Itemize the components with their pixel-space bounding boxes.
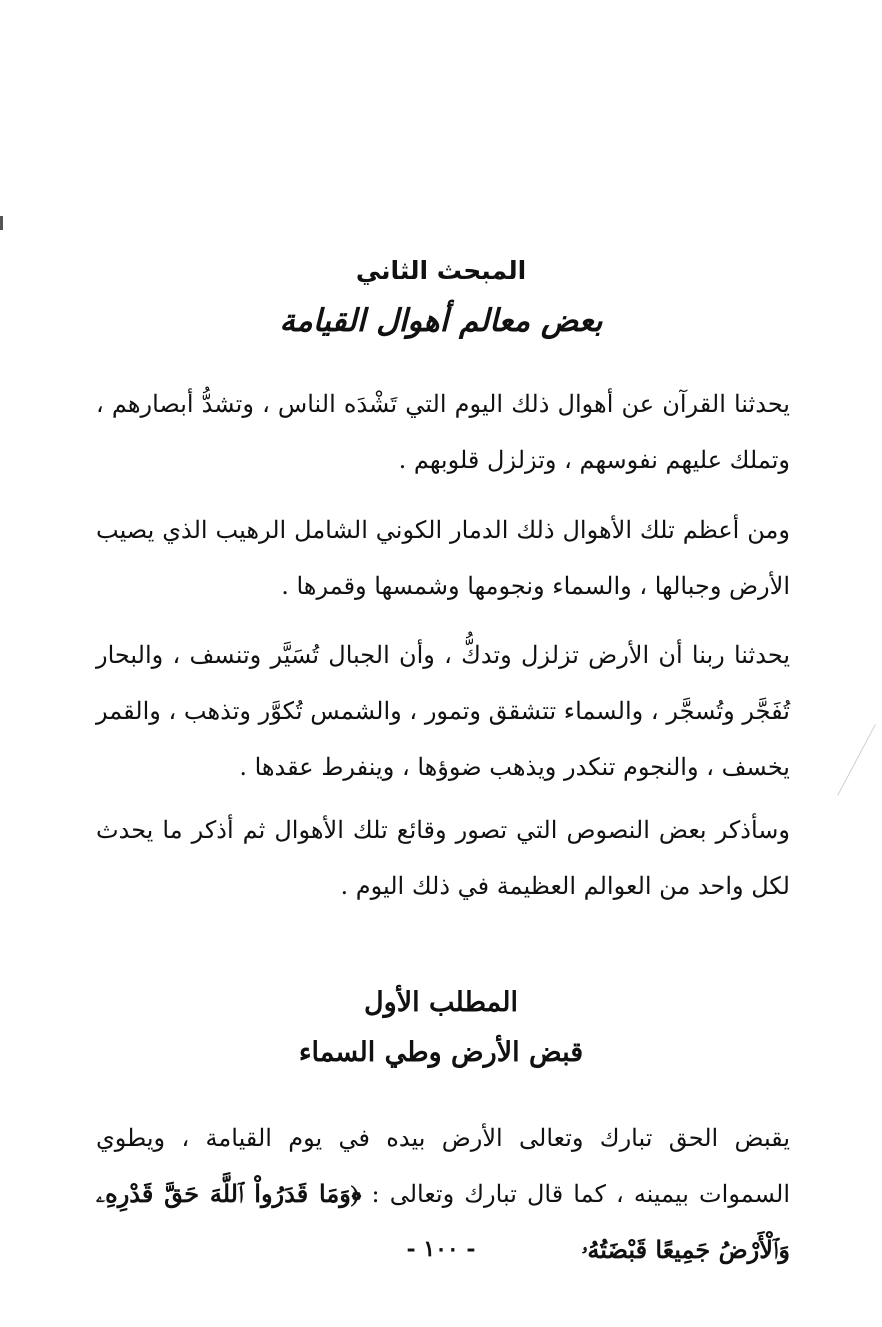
page-fold-line [837, 724, 875, 795]
quran-quote: ﴿وَمَا قَدَرُواْ ٱللَّهَ حَقَّ قَدْرِهِۦ وَٱلْأَرْضُ جَمِيعًا قَبْضَتُهُۥ [96, 1179, 790, 1264]
chapter-subtitle: بعض معالم أهوال القيامة [279, 303, 603, 339]
margin-mark [0, 216, 3, 230]
section-title: المطلب الأول [364, 987, 518, 1018]
page-number: - ١٠٠ - [406, 1236, 476, 1262]
paragraph-4: وسأذكر بعض النصوص التي تصور وقائع تلك الأهوال ثم أذكر ما يحدث لكل واحد من العوالم العظيمة في ذلك اليوم . [96, 816, 790, 900]
paragraph-1: يحدثنا القرآن عن أهوال ذلك اليوم التي تَشْدَه الناس ، وتشدُّ أبصارهم ، وتملك عليهم نفوسهم ، وتزلزل قلوبهم . [96, 390, 790, 474]
paragraph-5-text: يقبض الحق تبارك وتعالى الأرض بيده في يوم القيامة ، ويطوي السموات بيمينه ، كما قال تبارك وتعالى : [96, 1124, 791, 1208]
paragraph-2: ومن أعظم تلك الأهوال ذلك الدمار الكوني الشامل الرهيب الذي يصيب الأرض وجبالها ، والسماء ونجومها وشمسها وقمرها . [96, 516, 791, 600]
paragraph-3: يحدثنا ربنا أن الأرض تزلزل وتدكُّ ، وأن الجبال تُسَيَّر وتنسف ، والبحار تُفَجَّر وتُسجَّر ، والسماء تتشقق وتمور ، والشمس تُكوَّر وتذهب ، والقمر يخسف ، والنجوم تنكدر ويذهب ضوؤها ، وينفرط عقدها . [96, 641, 790, 781]
chapter-header [0, 248, 882, 348]
section-header [0, 978, 882, 1078]
chapter-title: المبحث الثاني [355, 256, 527, 285]
section-subtitle: قبض الأرض وطي السماء [298, 1037, 584, 1068]
